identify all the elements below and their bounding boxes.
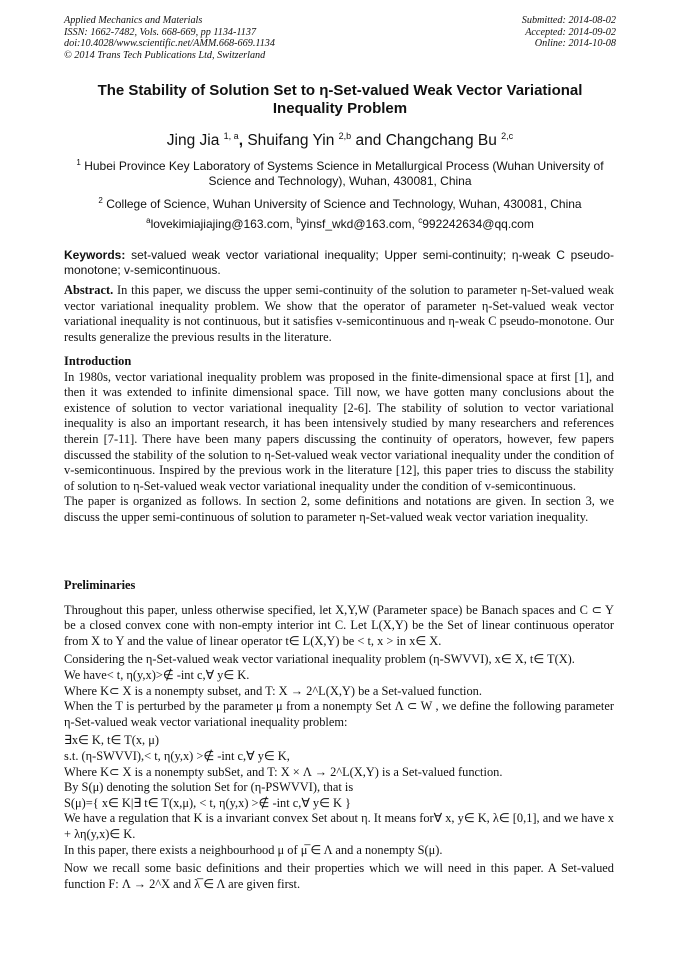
affiliation-1	[64, 155, 616, 189]
preliminaries-paragraph-7: By S(μ) denoting the solution Set for (η-PSWVVI), that is	[64, 780, 354, 795]
submitted-date: Submitted: 2014-08-02	[521, 15, 616, 26]
email-c: 992242634@qq.com	[422, 217, 534, 231]
introduction-paragraph-2: The paper is organized as follows. In section 2, some definitions and notations are given. In section 3, we discuss the upper semi-continuous of solution to parameter η-Set-valued weak vector variation inequality.	[64, 494, 614, 524]
email-c-marker: c	[418, 216, 423, 225]
preliminaries-paragraph-1: Throughout this paper, unless otherwise specified, let X,Y,W (Parameter space) be Banach spaces and C ⊂ Y be a closed convex cone with non-empty interior int C. Let L(X,Y) be the Set of linear continuous operator from X to Y and the value of linear operator t∈ L(X,Y) be < t, x > in x∈ X.	[64, 602, 614, 648]
preliminaries-section	[64, 578, 614, 892]
preliminaries-paragraph-11: Now we recall some basic definitions and their properties which we will need in this paper. A Set-valued function F: Λ → 2^X and λ̅ ∈ Λ are given first.	[64, 861, 614, 891]
introduction-heading: Introduction	[64, 354, 132, 368]
doi-line: doi:10.4028/www.scientific.net/AMM.668-669.1134	[64, 38, 275, 50]
preliminaries-paragraph-4: Where K⊂ X is a nonempty subset, and T: X → 2^L(X,Y) be a Set-valued function.	[64, 683, 482, 698]
author-line	[64, 127, 616, 150]
preliminaries-heading: Preliminaries	[64, 578, 136, 592]
affiliation-2	[64, 193, 616, 212]
preliminaries-paragraph-6: Where K⊂ X is a nonempty subSet, and T: X × Λ → 2^L(X,Y) is a Set-valued function.	[64, 764, 503, 779]
online-date: Online: 2014-10-08	[534, 38, 616, 50]
affiliation-2-text: College of Science, Wuhan University of Science and Technology, Wuhan, 430081, China	[106, 197, 582, 211]
abstract-text: In this paper, we discuss the upper semi-continuity of the solution to parameter η-Set-valued weak vector variational inequality problem. We show that the operator of parameter η-Set-valued weak vector variational inequality is not continuous, but it satisfies v-semicontinuous and η-weak C pseudo-monotone. Our results generalize the previous results in the literature.	[64, 283, 614, 344]
preliminaries-paragraph-10: In this paper, there exists a neighbourhood μ of μ̅ ∈ Λ and a nonempty S(μ).	[64, 842, 443, 857]
author-and: and	[355, 132, 382, 150]
issn-line: ISSN: 1662-7482, Vols. 668-669, pp 1134-1137	[64, 26, 257, 38]
affiliation-1-number: 1	[76, 158, 81, 167]
author-1-affil: 1, a	[223, 131, 239, 141]
email-a-marker: a	[146, 216, 151, 225]
affiliation-1-text: Hubei Province Key Laboratory of Systems Science in Metallurgical Process (Wuhan University of Science and Technology), Wuhan, 430081, China	[84, 159, 604, 188]
author-3: Changchang Bu	[385, 132, 497, 150]
dates-info	[522, 15, 616, 50]
solution-set-definition: S(μ)={ x∈ K|∃ t∈ T(x,μ), < t, η(y,x) >∉ -int c,∀ y∈ K }	[64, 795, 351, 810]
introduction-paragraph-1: In 1980s, vector variational inequality problem was proposed in the finite-dimensional space at first [1], and then it was extended to infinite dimensional space. Till now, we have gotten many conclusions about the existence of solution to vector variational inequality [2-6]. The stability of solution to vector variational inequality is also an important research, it has been intensively studied by many researchers and references therein [7-11]. There have been many papers discussing the continuity of operators, however, few papers discussed the stability of the solution to η-Set-valued weak vector variational inequality under the condition of v-semicontinuous. Inspired by the previous work in the literature [12], this paper tries to discuss the stability of solution to η-Set-valued weak vector variational inequality under the condition of v-semicontinuous.	[64, 369, 614, 493]
author-1: Jing Jia	[166, 132, 220, 150]
email-b-marker: b	[296, 216, 301, 225]
author-3-affil: 2,c	[501, 131, 514, 141]
preliminaries-paragraph-5: When the T is perturbed by the parameter μ from a nonempty Set Λ ⊂ W , we define the following parameter η-Set-valued weak vector variational inequality problem:	[64, 699, 614, 729]
introduction-section	[64, 354, 614, 526]
author-2-affil: 2,b	[338, 131, 352, 141]
author-separator: ,	[238, 132, 243, 150]
equation-2: s.t. (η-SWVVI),< t, η(y,x) >∉ -int c,∀ y∈ K,	[64, 748, 290, 763]
email-a: lovekimiajiajing@163.com,	[150, 217, 297, 231]
preliminaries-paragraph-2: Considering the η-Set-valued weak vector variational inequality problem (η-SWVVI), x∈ X, t∈ T(X).	[64, 652, 575, 667]
keywords-text: set-valued weak vector variational inequality; Upper semi-continuity; η-weak C pseudo-monotone; v-semicontinuous.	[64, 248, 614, 277]
equation-1: ∃x∈ K, t∈ T(x, μ)	[64, 733, 160, 748]
journal-info	[64, 15, 275, 61]
preliminaries-paragraph-3: We have< t, η(y,x)>∉ -int c,∀ y∈ K.	[64, 667, 250, 682]
keywords	[64, 248, 614, 278]
email-line	[64, 213, 616, 232]
preliminaries-paragraph-9: We have a regulation that K is a invariant convex Set about η. It means for∀ x, y∈ K, λ∈ [0,1], and we have x + λη(y,x)∈ K.	[64, 811, 614, 841]
abstract-label: Abstract.	[64, 283, 114, 297]
paper-title: The Stability of Solution Set to η-Set-valued Weak Vector Variational Inequality Problem	[97, 82, 583, 117]
affiliation-2-number: 2	[98, 196, 103, 205]
copyright-line: © 2014 Trans Tech Publications Ltd, Switzerland	[64, 49, 266, 61]
email-b: yinsf_wkd@163.com,	[300, 217, 419, 231]
author-2: Shuifang Yin	[247, 132, 335, 150]
abstract	[64, 283, 614, 345]
keywords-label: Keywords:	[64, 248, 126, 262]
accepted-date: Accepted: 2014-09-02	[525, 26, 616, 38]
journal-name: Applied Mechanics and Materials	[64, 15, 203, 26]
